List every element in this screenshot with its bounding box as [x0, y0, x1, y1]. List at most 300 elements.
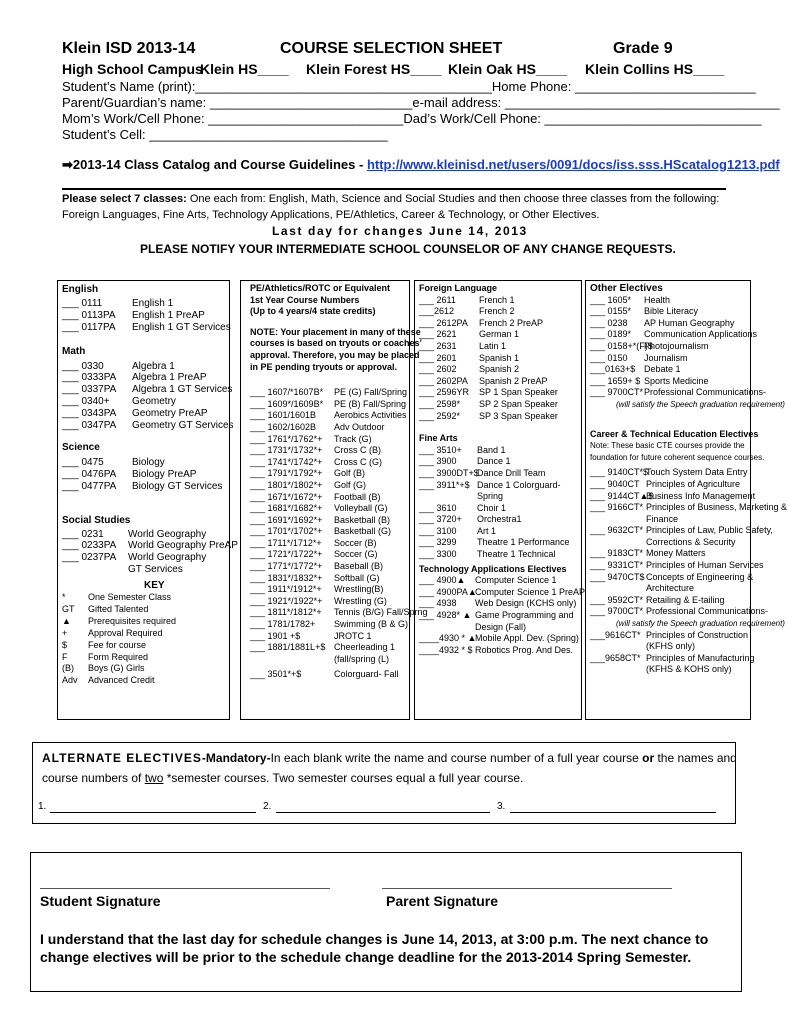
course-name: Algebra 1 PreAP — [132, 372, 207, 384]
course-number: + — [62, 627, 68, 638]
course-number: ___ 3501*+$ — [250, 669, 302, 680]
course-number: ____4932 * $ — [419, 644, 473, 655]
course-number: ___ 1831*/1832*+ — [250, 572, 323, 583]
other-elective-course[interactable] — [590, 295, 787, 307]
pe-note-line: courses is based on tryouts or coaches’ — [250, 338, 423, 349]
course-name: Dance 1 Colorguard- — [477, 479, 561, 490]
course-name: Communication Applications — [644, 329, 758, 340]
math-course[interactable] — [62, 361, 238, 373]
course-number: ___ 2592* — [419, 410, 461, 421]
catalog-label: 2013-14 Class Catalog and Course Guidelines - — [72, 157, 367, 172]
course-name: Theatre 1 Performance — [477, 537, 570, 548]
science-course[interactable] — [62, 457, 238, 469]
course-name: Spanish 2 — [479, 364, 520, 375]
alternate-2-field[interactable] — [276, 812, 490, 813]
cte-course[interactable] — [590, 491, 787, 503]
schedule-change-notice: I understand that the last day for schedule changes is June 14, 2013, at 3:00 p.m. The next chance to change electives will be prior to the schedule change deadline for the 2013-2014 Spring Semester. — [40, 931, 709, 965]
tech-app-course[interactable] — [419, 645, 585, 657]
cte-note-2: foundation for future coherent sequence courses. — [590, 452, 765, 462]
course-number: $ — [62, 639, 68, 650]
course-name: Spring — [477, 491, 504, 502]
course-number: ___ 0158+*(F)$ — [590, 340, 653, 351]
course-number: ____4930 * ▲ — [419, 633, 477, 644]
course-name: Approval Required — [88, 627, 163, 638]
divider — [62, 188, 726, 190]
campus-klein-forest[interactable]: Klein Forest HS____ — [306, 61, 442, 77]
course-number: ___ 0117PA — [62, 321, 116, 333]
cte-course[interactable] — [590, 467, 787, 479]
cte-course[interactable] — [590, 525, 787, 537]
course-name: Cross C (G) — [334, 456, 382, 467]
course-name: Latin 1 — [479, 340, 507, 351]
course-name: Concepts of Engineering & — [646, 571, 754, 582]
course-name: Prerequisites required — [88, 615, 177, 626]
course-name: Biology PreAP — [132, 468, 197, 480]
science-title: Science — [62, 441, 100, 453]
key-entry — [62, 675, 238, 687]
course-name: Geometry PreAP — [132, 408, 208, 420]
course-name: Business Info Management — [646, 490, 756, 501]
cte-course[interactable] — [590, 653, 787, 665]
foreign-language-course[interactable] — [419, 341, 585, 353]
course-number: ___ 3610 — [419, 502, 457, 513]
course-name: Photojournalism — [644, 340, 709, 351]
tech-app-course[interactable] — [419, 633, 585, 645]
campus-klein-hs[interactable]: Klein HS____ — [200, 61, 289, 77]
parent-signature-field[interactable] — [382, 888, 672, 889]
fine-arts-course[interactable] — [419, 468, 585, 480]
course-number: ___2612 — [419, 306, 455, 317]
course-number: ___ 1741*/1742*+ — [250, 456, 323, 467]
pe-course[interactable] — [250, 445, 428, 457]
sheet-title: COURSE SELECTION SHEET — [280, 40, 503, 57]
english-course[interactable] — [62, 298, 238, 310]
course-name: Adv Outdoor — [334, 421, 385, 432]
cte-course[interactable] — [590, 548, 787, 560]
course-number: ___ 1659+ $ — [590, 375, 641, 386]
course-name: Band 1 — [477, 444, 506, 455]
pe-course[interactable] — [250, 669, 428, 681]
pe-course[interactable] — [250, 515, 428, 527]
foreign-language-course[interactable] — [419, 318, 585, 330]
pe-course[interactable] — [250, 399, 428, 411]
course-number: ___ 3510+ — [419, 444, 462, 455]
course-name: Golf (B) — [334, 468, 366, 479]
catalog-link[interactable]: http://www.kleinisd.net/users/0091/docs/iss.sss.HScatalog1213.pdf — [366, 157, 780, 172]
pe-course[interactable] — [250, 584, 428, 596]
course-number: ___ 9166CT* — [590, 502, 644, 513]
pe-course[interactable] — [250, 480, 428, 492]
pe-course[interactable] — [250, 422, 428, 434]
other-elective-course[interactable] — [590, 353, 787, 365]
course-name: Softball (G) — [334, 572, 380, 583]
social-course — [62, 564, 238, 576]
pe-course[interactable] — [250, 457, 428, 469]
course-number: ___ 2601 — [419, 352, 457, 363]
pe-course[interactable] — [250, 596, 428, 608]
course-name: Bible Literacy — [644, 306, 699, 317]
course-number: ___ 9632CT* — [590, 525, 644, 536]
course-name: English 1 PreAP — [132, 309, 205, 321]
cte-course — [590, 583, 787, 595]
course-number: ___ 0475 — [62, 456, 104, 468]
course-number: ___ 1921*/1922*+ — [250, 595, 323, 606]
other-elective-course[interactable] — [590, 341, 787, 353]
student-cell-line[interactable]: Student’s Cell: _________________________________ — [62, 127, 388, 142]
col2-content — [250, 283, 428, 681]
course-number: ___ 1811*/1812*+ — [250, 607, 322, 618]
course-name: Game Programming and — [475, 610, 574, 621]
key-entry — [62, 640, 238, 652]
course-number: ___ 9183CT* — [590, 548, 644, 559]
key-entry — [62, 628, 238, 640]
course-number: ___ 2602PA — [419, 375, 468, 386]
course-number: ___ 9700CT* — [590, 606, 644, 617]
cte-course — [590, 664, 787, 676]
social-course[interactable] — [62, 552, 238, 564]
course-number: ___ 2596YR — [419, 387, 470, 398]
other-elective-course[interactable] — [590, 376, 787, 388]
pe-course[interactable] — [250, 561, 428, 573]
key-entry — [62, 616, 238, 628]
course-name: Journalism — [644, 352, 688, 363]
course-number: ___ 4900▲ — [419, 575, 466, 586]
course-name: SP 2 Span Speaker — [479, 398, 558, 409]
foreign-language-course[interactable] — [419, 295, 585, 307]
pe-course[interactable] — [250, 573, 428, 585]
campus-klein-oak[interactable]: Klein Oak HS____ — [448, 61, 568, 77]
math-course[interactable] — [62, 384, 238, 396]
tech-app-course[interactable] — [419, 575, 585, 587]
grade-label: Grade 9 — [613, 40, 673, 57]
key-entry — [62, 592, 238, 604]
course-name: (KFHS only) — [646, 641, 696, 652]
course-number: ▲ — [62, 615, 71, 626]
course-name: SP 3 Span Speaker — [479, 410, 558, 421]
foreign-language-course[interactable] — [419, 329, 585, 341]
course-number: ___ 1607/*1607B* — [250, 387, 324, 398]
math-course[interactable] — [62, 396, 238, 408]
fine-arts-course[interactable] — [419, 526, 585, 538]
course-number: ___9658CT* — [590, 652, 641, 663]
course-name: Computer Science 1 PreAP — [475, 586, 586, 597]
course-number: ___ 1901 +$ — [250, 630, 301, 641]
course-name: Principles of Construction — [646, 629, 749, 640]
course-name: French 2 — [479, 306, 515, 317]
course-name: Geometry GT Services — [132, 420, 234, 432]
cte-course[interactable] — [590, 479, 787, 491]
foreign-language-course[interactable] — [419, 364, 585, 376]
social-course[interactable] — [62, 529, 238, 541]
course-number: ___ 2598* — [419, 398, 461, 409]
other-elective-course[interactable] — [590, 318, 787, 330]
course-name: Art 1 — [477, 525, 497, 536]
course-name: Spanish 1 — [479, 352, 520, 363]
foreign-language-course[interactable] — [419, 376, 585, 388]
course-name: Aerobics Activities — [334, 410, 407, 421]
instructions-line-2: Foreign Languages, Fine Arts, Technology Applications, PE/Athletics, Career & Technology, or Other Electives. — [62, 209, 600, 221]
cte-title: Career & Technical Education Electives — [590, 428, 759, 439]
course-number: ___ 1681*/1682*+ — [250, 503, 323, 514]
course-name: Dance Drill Team — [477, 467, 546, 478]
course-name: AP Human Geography — [644, 317, 735, 328]
pe-course[interactable] — [250, 492, 428, 504]
pe-course[interactable] — [250, 526, 428, 538]
fine-arts-course[interactable] — [419, 549, 585, 561]
math-course[interactable] — [62, 372, 238, 384]
course-number: ___ 0150 — [590, 352, 628, 363]
oe-note: (will satisfy the Speech graduation requirement) — [616, 399, 785, 409]
pe-sub1: 1st Year Course Numbers — [250, 294, 360, 305]
course-name: Boys (G) Girls — [88, 663, 145, 674]
signature-box — [30, 852, 742, 992]
course-name: Professional Communications- — [646, 606, 769, 617]
course-name: Baseball (B) — [334, 561, 384, 572]
course-name: Finance — [646, 513, 679, 524]
course-name: Principles of Business, Marketing & — [646, 502, 787, 513]
pe-title: PE/Athletics/ROTC or Equivalent — [250, 283, 391, 293]
course-number: ___ 0238 — [590, 317, 628, 328]
pe-course[interactable] — [250, 619, 428, 631]
course-name: Computer Science 1 — [475, 575, 557, 586]
course-number: ___ 2631 — [419, 340, 457, 351]
course-name: Basketball (B) — [334, 514, 391, 525]
foreign-language-course[interactable] — [419, 306, 585, 318]
instructions-line-1: Please select 7 classes: One each from: English, Math, Science and Social Studies and then choose three classes from the following: — [62, 193, 720, 205]
course-name: Principles of Law, Public Safety, — [646, 525, 773, 536]
course-name: Soccer (B) — [334, 537, 377, 548]
science-course[interactable] — [62, 469, 238, 481]
tech-app-course[interactable] — [419, 610, 585, 622]
pe-course[interactable] — [250, 410, 428, 422]
course-number: ___ 1731*/1732*+ — [250, 445, 323, 456]
pe-course[interactable] — [250, 468, 428, 480]
course-number: ___ 0337PA — [62, 384, 117, 396]
course-name: Gifted Talented — [88, 603, 149, 614]
course-name: Cheerleading 1 — [334, 642, 396, 653]
course-number: (B) — [62, 663, 74, 674]
course-number: ___ 1609*/1609B* — [250, 398, 324, 409]
course-name: Fee for course — [88, 639, 147, 650]
course-name: PE (G) Fall/Spring — [334, 387, 408, 398]
course-number: ___ 3100 — [419, 525, 457, 536]
course-number: ___0163+$ — [590, 364, 636, 375]
course-number: ___ 0340+ — [62, 396, 110, 408]
col4-content — [590, 283, 787, 676]
foreign-language-course[interactable] — [419, 387, 585, 399]
course-number: ___9616CT* — [590, 629, 641, 640]
cte-course[interactable] — [590, 502, 787, 514]
course-number: ___ 4900PA▲ — [419, 586, 477, 597]
course-number: ___ 1711*/1712*+ — [250, 537, 322, 548]
fine-arts-course[interactable] — [419, 503, 585, 515]
parent-signature-label: Parent Signature — [386, 893, 499, 909]
course-number: ___ 4928* ▲ — [419, 610, 472, 621]
course-name: Money Matters — [646, 548, 706, 559]
course-number: ___ 0113PA — [62, 309, 116, 321]
cte-note-3: (will satisfy the Speech graduation requirement) — [616, 619, 785, 629]
math-course[interactable] — [62, 408, 238, 420]
course-number: ___ 1911*/1912*+ — [250, 584, 322, 595]
course-number: ___ 9040CT — [590, 478, 640, 489]
fine-arts-course[interactable] — [419, 456, 585, 468]
course-name: Architecture — [646, 583, 695, 594]
course-name: PE (B) Fall/Spring — [334, 398, 407, 409]
tech-app-course[interactable] — [419, 587, 585, 599]
cte-course[interactable] — [590, 572, 787, 584]
course-number: ___ 3900DT+$ — [419, 467, 479, 478]
course-number: ___ 0476PA — [62, 468, 117, 480]
campus-klein-collins[interactable]: Klein Collins HS____ — [585, 61, 725, 77]
course-number: ___ 1601/1601B — [250, 410, 317, 421]
course-name: Track (G) — [334, 433, 372, 444]
english-course[interactable] — [62, 310, 238, 322]
course-name: Corrections & Security — [646, 536, 736, 547]
arrow-right-icon: ➡ — [62, 157, 73, 172]
alternate-1-field[interactable] — [50, 812, 256, 813]
course-number: ___ 0343PA — [62, 408, 117, 420]
course-number: ___ 0111 — [62, 297, 103, 309]
col1-content — [62, 284, 238, 687]
course-name: World Geography PreAP — [128, 540, 238, 552]
course-name: Football (B) — [334, 491, 381, 502]
course-name: Cross C (B) — [334, 445, 381, 456]
course-number: ___ 3720+ — [419, 514, 462, 525]
fine-arts-course[interactable] — [419, 445, 585, 457]
course-number: ___ 3911*+$ — [419, 479, 470, 490]
course-name: Biology GT Services — [132, 480, 223, 492]
student-name-line[interactable]: Student’s Name (print):_________________________________________Home Phone: _________________________ — [62, 79, 756, 94]
key-title: KEY — [144, 580, 165, 592]
pe-course[interactable] — [250, 549, 428, 561]
alternate-3-field[interactable] — [510, 812, 716, 813]
pe-course[interactable] — [250, 503, 428, 515]
course-number: ___ 0233PA — [62, 540, 117, 552]
course-number: ___ 1602/1602B — [250, 421, 317, 432]
pe-course[interactable] — [250, 642, 428, 654]
parent-line[interactable]: Parent/Guardian’s name: ____________________________e-mail address: ______________________________________ — [62, 95, 780, 110]
course-name: Form Required — [88, 651, 149, 662]
fine-arts-course[interactable] — [419, 514, 585, 526]
notify-counselor: PLEASE NOTIFY YOUR INTERMEDIATE SCHOOL COUNSELOR OF ANY CHANGE REQUESTS. — [140, 242, 676, 256]
cte-course[interactable] — [590, 595, 787, 607]
other-elective-course[interactable] — [590, 387, 787, 399]
course-number: ___ 2612PA — [419, 317, 468, 328]
course-name: Mobile Appl. Dev. (Spring) — [475, 633, 579, 644]
foreign-language-course[interactable] — [419, 399, 585, 411]
course-name: Dance 1 — [477, 456, 511, 467]
other-elective-course[interactable] — [590, 329, 787, 341]
tech-app-course[interactable] — [419, 598, 585, 610]
math-course[interactable] — [62, 420, 238, 432]
ta-title: Technology Applications Electives — [419, 563, 567, 574]
course-number: ___ 1771*/1772*+ — [250, 561, 323, 572]
cte-note-1: Note: These basic CTE courses provide the — [590, 441, 745, 451]
course-number: ___ 0189* — [590, 329, 632, 340]
fine-arts-course[interactable] — [419, 537, 585, 549]
course-name: Soccer (G) — [334, 549, 378, 560]
course-name: Basketball (G) — [334, 526, 392, 537]
foreign-language-course[interactable] — [419, 353, 585, 365]
course-number: ___ 9592CT* — [590, 594, 644, 605]
course-name: Sports Medicine — [644, 375, 709, 386]
pe-course[interactable] — [250, 387, 428, 399]
course-name: Spanish 2 PreAP — [479, 375, 548, 386]
course-name: Principles of Manufacturing — [646, 652, 755, 663]
pe-course[interactable] — [250, 434, 428, 446]
catalog-line — [62, 157, 780, 173]
course-name: Touch System Data Entry — [646, 467, 748, 478]
course-name: (KFHS & KOHS only) — [646, 664, 732, 675]
pe-course[interactable] — [250, 538, 428, 550]
key-entry — [62, 663, 238, 675]
course-name: Professional Communications- — [644, 387, 767, 398]
student-signature-label: Student Signature — [40, 893, 161, 909]
course-name: Algebra 1 — [132, 360, 175, 372]
other-elective-course[interactable] — [590, 364, 787, 376]
cte-course[interactable] — [590, 560, 787, 572]
mom-dad-phone-line[interactable]: Mom’s Work/Cell Phone: ___________________________Dad’s Work/Cell Phone: ______________________________ — [62, 111, 762, 126]
course-name: Web Design (KCHS only) — [475, 598, 577, 609]
course-name: Orchestra1 — [477, 514, 522, 525]
course-name: (fall/spring (L) — [334, 653, 390, 664]
course-name: French 2 PreAP — [479, 317, 544, 328]
course-name: World Geography — [128, 528, 207, 540]
course-number: ___ 2621 — [419, 329, 457, 340]
cte-course — [590, 514, 787, 526]
course-name: Theatre 1 Technical — [477, 549, 556, 560]
cte-course[interactable] — [590, 630, 787, 642]
course-number: * — [62, 592, 66, 603]
pe-note-line: approval. Therefore, you may be placed — [250, 349, 420, 360]
pe-course[interactable] — [250, 631, 428, 643]
fine-arts-course[interactable] — [419, 480, 585, 492]
course-number: ___ 1691*/1692*+ — [250, 514, 323, 525]
tech-app-course — [419, 622, 585, 634]
course-name: Advanced Credit — [88, 675, 155, 686]
fl-title: Foreign Language — [419, 283, 498, 293]
course-number: ___ 1605* — [590, 294, 632, 305]
district-year: Klein ISD 2013-14 — [62, 40, 196, 57]
course-name: Design (Fall) — [475, 621, 527, 632]
course-number: ___ 0231 — [62, 528, 104, 540]
course-name: Colorguard- Fall — [334, 669, 399, 680]
course-name: World Geography — [128, 552, 207, 564]
course-name: SP 1 Span Speaker — [479, 387, 558, 398]
other-elective-course[interactable] — [590, 306, 787, 318]
course-number: ___ 3300 — [419, 549, 457, 560]
social-course[interactable] — [62, 540, 238, 552]
course-number: ___ 0237PA — [62, 552, 117, 564]
science-course[interactable] — [62, 481, 238, 493]
course-number: ___ 0477PA — [62, 480, 117, 492]
english-course[interactable] — [62, 322, 238, 334]
course-number: ___ 9470CT$ — [590, 571, 645, 582]
course-number: ___ 1701*/1702*+ — [250, 526, 323, 537]
course-number: ___ 9140CT*$ — [590, 467, 649, 478]
student-signature-field[interactable] — [40, 888, 330, 889]
foreign-language-course[interactable] — [419, 411, 585, 423]
course-name: Principles of Human Services — [646, 560, 764, 571]
course-number: ___ 4938 — [419, 598, 457, 609]
pe-course[interactable] — [250, 607, 428, 619]
course-number: ___ 2611 — [419, 294, 456, 305]
cte-course[interactable] — [590, 606, 787, 618]
alternates-line-1: ALTERNATE ELECTIVES-Mandatory-In each blank write the name and course number of a full year course or the names and — [42, 751, 737, 765]
course-number: ___ 3900 — [419, 456, 457, 467]
cte-course — [590, 641, 787, 653]
alternate-3-label: 3. — [497, 801, 506, 812]
